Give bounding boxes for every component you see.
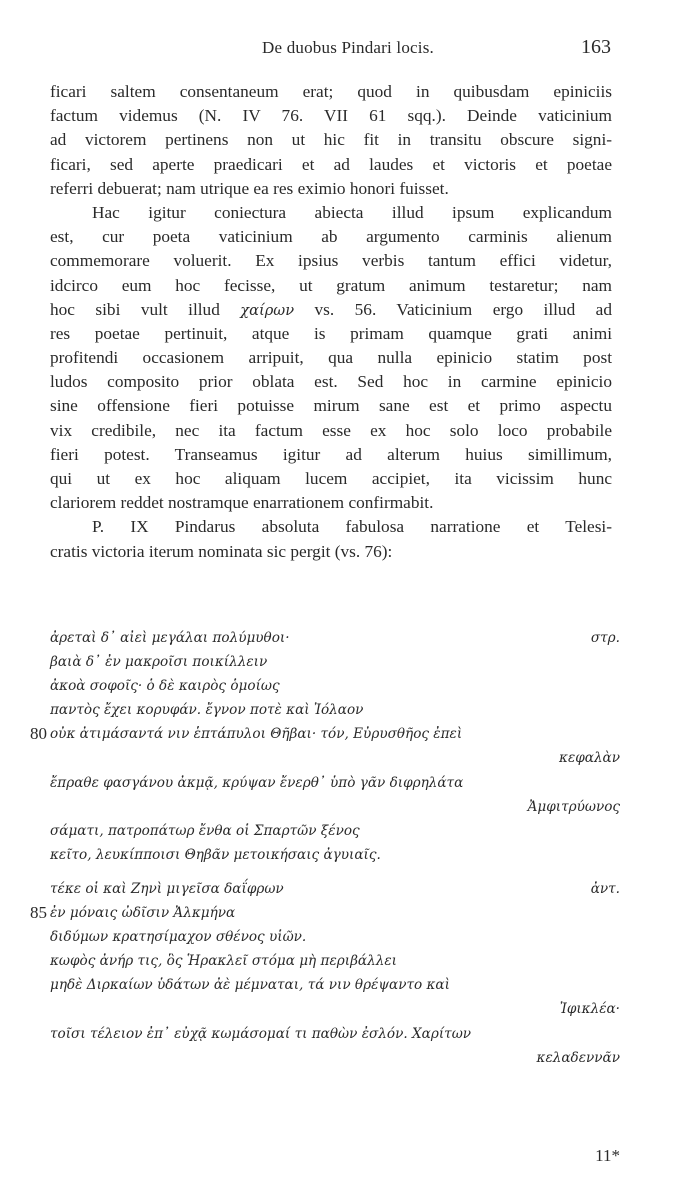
page-header <box>0 36 696 66</box>
verse-line-continuation: κεφαλὰν <box>559 750 620 767</box>
text-line: ficari, sed aperte praedicari et ad laudes et victoris et poetae <box>50 154 612 174</box>
printer-signature: 11* <box>595 1146 620 1165</box>
verse-line: παντὸς ἔχει κορυφάν. ἔγνον ποτὲ καὶ Ἰόλαον <box>50 702 364 719</box>
verse-line: βαιὰ δ᾽ ἐν μακροῖσι ποικίλλειν <box>50 654 268 671</box>
text-line: qui ut ex hoc aliquam lucem accipiet, ita vicissim hunc <box>50 469 612 488</box>
text-line: vix credibile, nec ita factum esse ex hoc solo loco probabile <box>50 420 612 440</box>
verse-line: κωφὸς ἀνήρ τις, ὃς Ἡρακλεῖ στόμα μὴ περιβάλλει <box>50 953 397 970</box>
text-line: commemorare voluerit. Ex ipsius verbis tantum effici videtur, <box>50 251 612 271</box>
text-line: est, cur poeta vaticinium ab argumento carminis alienum <box>50 227 612 247</box>
text-line: P. IX Pindarus absoluta fabulosa narratione et Telesi- <box>92 517 612 537</box>
strophe-marker: στρ. <box>590 630 620 646</box>
verse-line-continuation: Ἀμφιτρύωνος <box>527 798 620 815</box>
text-line: cratis victoria iterum nominata sic pergit (vs. 76): <box>50 541 393 561</box>
verse-line: ἀκοὰ σοφοῖς· ὁ δὲ καιρὸς ὁμοίως <box>50 678 280 695</box>
verse-line <box>50 877 620 901</box>
text-fragment: hoc sibi vult illud <box>50 299 220 319</box>
verse-line-continuation: κελαδεννᾶν <box>536 1049 620 1066</box>
text-line: referri debuerat; nam utrique ea res eximio honori fuisset. <box>50 178 449 198</box>
verse-text: τέκε οἱ καὶ Ζηνὶ μιγεῖσα δαΐφρων <box>50 880 284 897</box>
line-number: 85 <box>30 903 47 923</box>
text-line: fieri potest. Transeamus igitur ad alterum huius simillimum, <box>50 444 612 464</box>
verse-line-continuation: Ἰφικλέα· <box>559 1001 620 1018</box>
text-line: ficari saltem consentaneum erat; quod in quibusdam epiniciis <box>50 82 612 101</box>
prose-body <box>50 80 612 564</box>
text-line: idcirco eum hoc fecisse, ut gratum animum testaretur; nam <box>50 275 612 295</box>
text-line: Hac igitur coniectura abiecta illud ipsum explicandum <box>92 202 612 222</box>
text-line: profitendi occasionem arripuit, qua nulla epinicio statim post <box>50 348 612 368</box>
text-line: ludos composito prior oblata est. Sed hoc in carmine epinicio <box>50 372 612 392</box>
text-line: ad victorem pertinens non ut hic fit in transitu obscure signi- <box>50 130 612 150</box>
verse-line <box>30 901 620 925</box>
text-line: factum videmus (N. IV 76. VII 61 sqq.). Deinde vaticinium <box>50 106 612 126</box>
verse-line: διδύμων κρατησίμαχον σθένος υἱῶν. <box>50 929 307 946</box>
page-number: 163 <box>581 36 611 58</box>
running-head: De duobus Pindari locis. <box>262 38 434 57</box>
line-number: 80 <box>30 724 47 744</box>
verse-line: κεῖτο, λευκίπποισι Θηβᾶν μετοικήσαις ἀγυιαῖς. <box>50 846 381 863</box>
text-fragment: vs. 56. Vaticinium ergo illud ad <box>314 299 612 319</box>
verse-line: σάματι, πατροπάτωρ ἔνθα οἱ Σπαρτῶν ξένος <box>50 822 360 839</box>
verse-text: ἀρεταὶ δ᾽ αἰεὶ μεγάλαι πολύμυθοι· <box>50 630 290 646</box>
text-line: res poetae pertinuit, atque is primam quamque grati animi <box>50 323 612 343</box>
verse-line: μηδὲ Διρκαίων ὑδάτων ἀὲ μέμναται, τά νιν θρέψαντο καὶ <box>50 977 450 994</box>
greek-verse-quotation <box>30 626 620 1070</box>
text-line: sine offensione fieri potuisse mirum sane est et primo aspectu <box>50 396 612 416</box>
verse-line: τοῖσι τέλειον ἐπ᾽ εὐχᾷ κωμάσομαί τι παθὼν ἐσλόν. Χαρίτων <box>50 1025 472 1042</box>
verse-text: ἐν μόναις ὠδῖσιν Ἀλκμήνα <box>50 905 236 922</box>
verse-line <box>50 626 620 650</box>
verse-line <box>30 722 620 746</box>
text-line: clariorem reddet nostramque enarrationem confirmabit. <box>50 493 434 513</box>
verse-line: ἔπραθε φασγάνου ἀκμᾷ, κρύψαν ἔνερθ᾽ ὑπὸ γᾶν διφρηλάτα <box>50 774 464 791</box>
text-line <box>50 298 612 322</box>
antistrophe-marker: ἀντ. <box>590 880 620 897</box>
verse-text: οὐκ ἀτιμάσαντά νιν ἑπτάπυλοι Θῆβαι· τόν, Εὐρυσθῆος ἐπεὶ <box>50 726 463 743</box>
greek-word: χαίρων <box>240 301 295 319</box>
